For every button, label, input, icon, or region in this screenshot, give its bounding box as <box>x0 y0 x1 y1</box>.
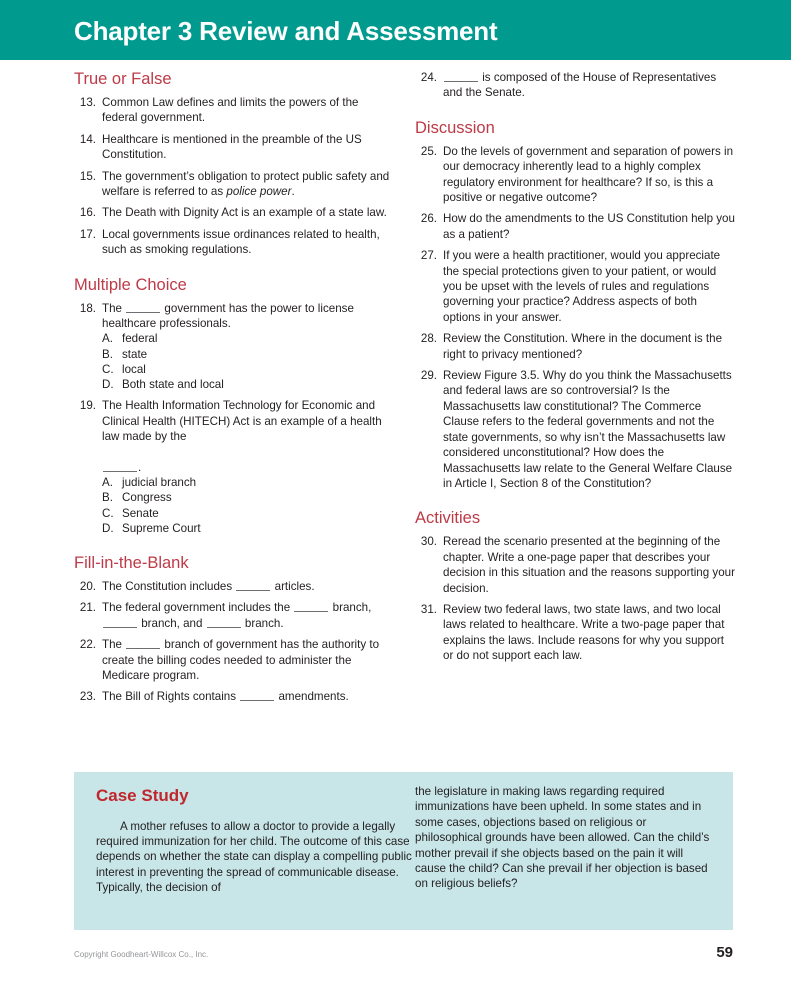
question-number: 14. <box>79 132 96 146</box>
question-number: 17. <box>79 227 96 241</box>
answer-options <box>102 331 396 392</box>
question-number: 29. <box>420 369 437 383</box>
case-study-body-left: A mother refuses to allow a doctor to provide a legally required immunization for her child. The outcome of this case depends on whether the state can display a compelling public interest in preventing the spread of communicable disease. Typically, the decision of <box>96 819 412 895</box>
question-text <box>443 70 735 101</box>
question-number: 27. <box>420 249 437 263</box>
option-label: A. <box>102 476 113 490</box>
question-number: 21. <box>79 601 96 615</box>
question-item <box>74 579 396 594</box>
question-text-part: The <box>102 638 126 652</box>
question-item <box>415 368 735 491</box>
question-text-part: is composed of the House of Representatives and the Senate. <box>443 71 717 100</box>
fill-in-blank <box>294 601 328 612</box>
question-text-part: government has the power to license healthcare professionals. <box>102 301 354 330</box>
question-text-part: The Bill of Rights contains <box>102 690 240 704</box>
question-text-part: branch. <box>241 616 284 630</box>
question-list-fill-in-the-blank <box>74 579 396 705</box>
question-text: Do the levels of government and separation of powers in our democracy inherently lead to a highly complex regulatory environment for healthcare? If so, is this a positive or negative outcome? <box>443 144 734 204</box>
case-study-body-right: the legislature in making laws regarding required immunizations have been upheld. In some states and in some cases, objections based on religious or philosophical grounds have been allowed. Can the child’s mother prevail if she objects based on the pain it will cause the child? Can she prevail if her objection is based on religious beliefs? <box>415 785 710 891</box>
question-item <box>74 169 396 200</box>
question-text: The Death with Dignity Act is an example of a state law. <box>102 206 387 220</box>
question-item <box>74 689 396 704</box>
question-list-activities <box>415 534 735 663</box>
right-column <box>415 70 735 670</box>
case-study-left-column <box>96 772 414 896</box>
case-study-inner <box>74 772 733 930</box>
question-item <box>74 637 396 683</box>
question-number: 15. <box>79 169 96 183</box>
question-text-part: The government’s obligation to protect public safety and welfare is referred to as <box>102 169 390 198</box>
case-study-right-column <box>415 772 715 892</box>
section-heading-activities: Activities <box>415 509 481 528</box>
question-text-part: . <box>291 185 295 198</box>
question-number: 28. <box>420 332 437 346</box>
question-text <box>102 169 396 200</box>
question-item <box>74 398 396 536</box>
page-number: 59 <box>716 944 733 961</box>
fill-in-blank <box>126 302 160 313</box>
section-heading-discussion: Discussion <box>415 118 495 137</box>
question-text: Local governments issue ordinances related to health, such as smoking regulations. <box>102 227 380 257</box>
answer-option[interactable] <box>102 521 396 536</box>
question-number: 24. <box>420 71 437 84</box>
question-text <box>102 637 396 683</box>
question-item <box>415 602 735 664</box>
option-text: state <box>122 347 148 361</box>
fill-in-blank <box>103 461 137 472</box>
answer-option[interactable] <box>102 331 396 346</box>
section-heading-fill-in-the-blank: Fill-in-the-Blank <box>74 554 189 573</box>
question-text <box>102 398 396 475</box>
answer-option[interactable] <box>102 362 396 377</box>
question-text: Review the Constitution. Where in the document is the right to privacy mentioned? <box>443 332 723 361</box>
question-item <box>74 600 396 631</box>
question-text-part: The Constitution includes <box>102 580 236 594</box>
fill-in-blank <box>103 617 137 628</box>
question-text-part: The federal government includes the <box>102 601 294 615</box>
question-text-part: The Health Information Technology for Economic and Clinical Health (HITECH) Act is an example of a health law made by the <box>102 399 382 444</box>
option-text: Both state and local <box>122 378 224 392</box>
question-number: 22. <box>79 638 96 652</box>
question-number: 26. <box>420 212 437 226</box>
option-label: C. <box>102 362 114 376</box>
question-number: 30. <box>420 535 437 549</box>
question-text <box>102 689 396 704</box>
page-footer <box>0 944 791 974</box>
option-label: A. <box>102 332 113 346</box>
fill-in-blank <box>207 617 241 628</box>
fill-in-blank <box>444 71 478 82</box>
question-item <box>74 95 396 126</box>
fill-in-blank <box>240 690 274 701</box>
answer-option[interactable] <box>102 475 396 490</box>
option-label: B. <box>102 491 113 505</box>
option-label: D. <box>102 521 114 535</box>
answer-option[interactable] <box>102 490 396 505</box>
section-heading-multiple-choice: Multiple Choice <box>74 275 187 294</box>
question-number: 20. <box>79 580 96 594</box>
question-number: 13. <box>79 95 96 109</box>
answer-option[interactable] <box>102 506 396 521</box>
question-text: If you were a health practitioner, would you appreciate the special protections given to your patient, or would you be upset with the levels of rules and regulations governing your practice? Address aspects of both options in your answer. <box>443 249 721 324</box>
question-text <box>102 579 396 594</box>
question-item <box>415 70 735 101</box>
question-list-multiple-choice <box>74 301 396 536</box>
answer-option[interactable] <box>102 377 396 392</box>
question-item <box>415 534 735 596</box>
question-item <box>74 132 396 163</box>
question-item <box>74 205 396 220</box>
question-text: Healthcare is mentioned in the preamble of the US Constitution. <box>102 132 362 162</box>
question-text-part: The <box>102 301 126 315</box>
header-banner <box>0 0 791 60</box>
option-text: Supreme Court <box>122 521 201 535</box>
option-label: D. <box>102 378 114 392</box>
option-text: judicial branch <box>122 476 197 490</box>
question-item <box>74 301 396 393</box>
question-text: Common Law defines and limits the powers of the federal government. <box>102 95 359 125</box>
answer-options <box>102 475 396 536</box>
question-item <box>415 211 735 242</box>
question-number: 25. <box>420 144 437 158</box>
question-list-true-or-false <box>74 95 396 258</box>
page-title: Chapter 3 Review and Assessment <box>74 16 498 46</box>
question-text <box>102 301 396 332</box>
question-number: 23. <box>79 690 96 704</box>
option-label: C. <box>102 506 114 520</box>
question-list-carryover <box>415 70 735 101</box>
question-number: 16. <box>79 206 96 220</box>
option-label: B. <box>102 347 113 361</box>
fill-in-blank <box>236 580 270 591</box>
case-study-heading: Case Study <box>96 786 189 805</box>
question-item <box>415 144 735 206</box>
question-text-part: . <box>138 460 142 474</box>
question-text: Reread the scenario presented at the beginning of the chapter. Write a one-page paper that describes your decision in this situation and the reasons supporting your decision. <box>443 535 735 595</box>
option-text: Congress <box>122 491 172 505</box>
question-number: 31. <box>420 602 437 616</box>
question-number: 19. <box>79 399 96 413</box>
question-text: Review Figure 3.5. Why do you think the Massachusetts and federal laws are so controversial? Is the Massachusetts law constitutional? The Commerce Clause refers to the federal governments and not the state governments, so why isn’t the Massachusetts law considered unconstitutional? How does the Massachusetts law relate to the General Welfare Clause in Article I, Section 8 of the Constitution? <box>443 369 733 490</box>
question-text-part: amendments. <box>275 690 349 704</box>
fill-in-blank <box>126 638 160 649</box>
section-heading-true-or-false: True or False <box>74 70 172 88</box>
question-number: 18. <box>79 301 96 315</box>
option-text: Senate <box>122 506 159 520</box>
question-item <box>415 248 735 325</box>
case-study-box <box>74 772 733 930</box>
question-text-italic: police power <box>226 185 292 198</box>
question-text-part: branch, and <box>138 616 206 630</box>
question-item <box>74 227 396 258</box>
question-text <box>102 600 396 631</box>
line-break <box>102 444 396 459</box>
question-item <box>415 331 735 362</box>
question-text: How do the amendments to the US Constitution help you as a patient? <box>443 212 735 241</box>
option-text: local <box>122 362 146 376</box>
option-text: federal <box>122 332 158 346</box>
question-text: Review two federal laws, two state laws, and two local laws related to healthcare. Write a two-page paper that explains the laws. Include reasons for why you support or do not support each law. <box>443 602 725 663</box>
question-text-part: articles. <box>271 580 315 594</box>
question-list-discussion <box>415 144 735 492</box>
left-column <box>74 70 396 711</box>
copyright-notice: Copyright Goodheart-Willcox Co., Inc. <box>74 950 209 959</box>
answer-option[interactable] <box>102 347 396 362</box>
question-text-part: branch, <box>329 601 372 615</box>
question-text-part: branch of government has the authority to create the billing codes needed to administer the Medicare program. <box>102 638 380 683</box>
